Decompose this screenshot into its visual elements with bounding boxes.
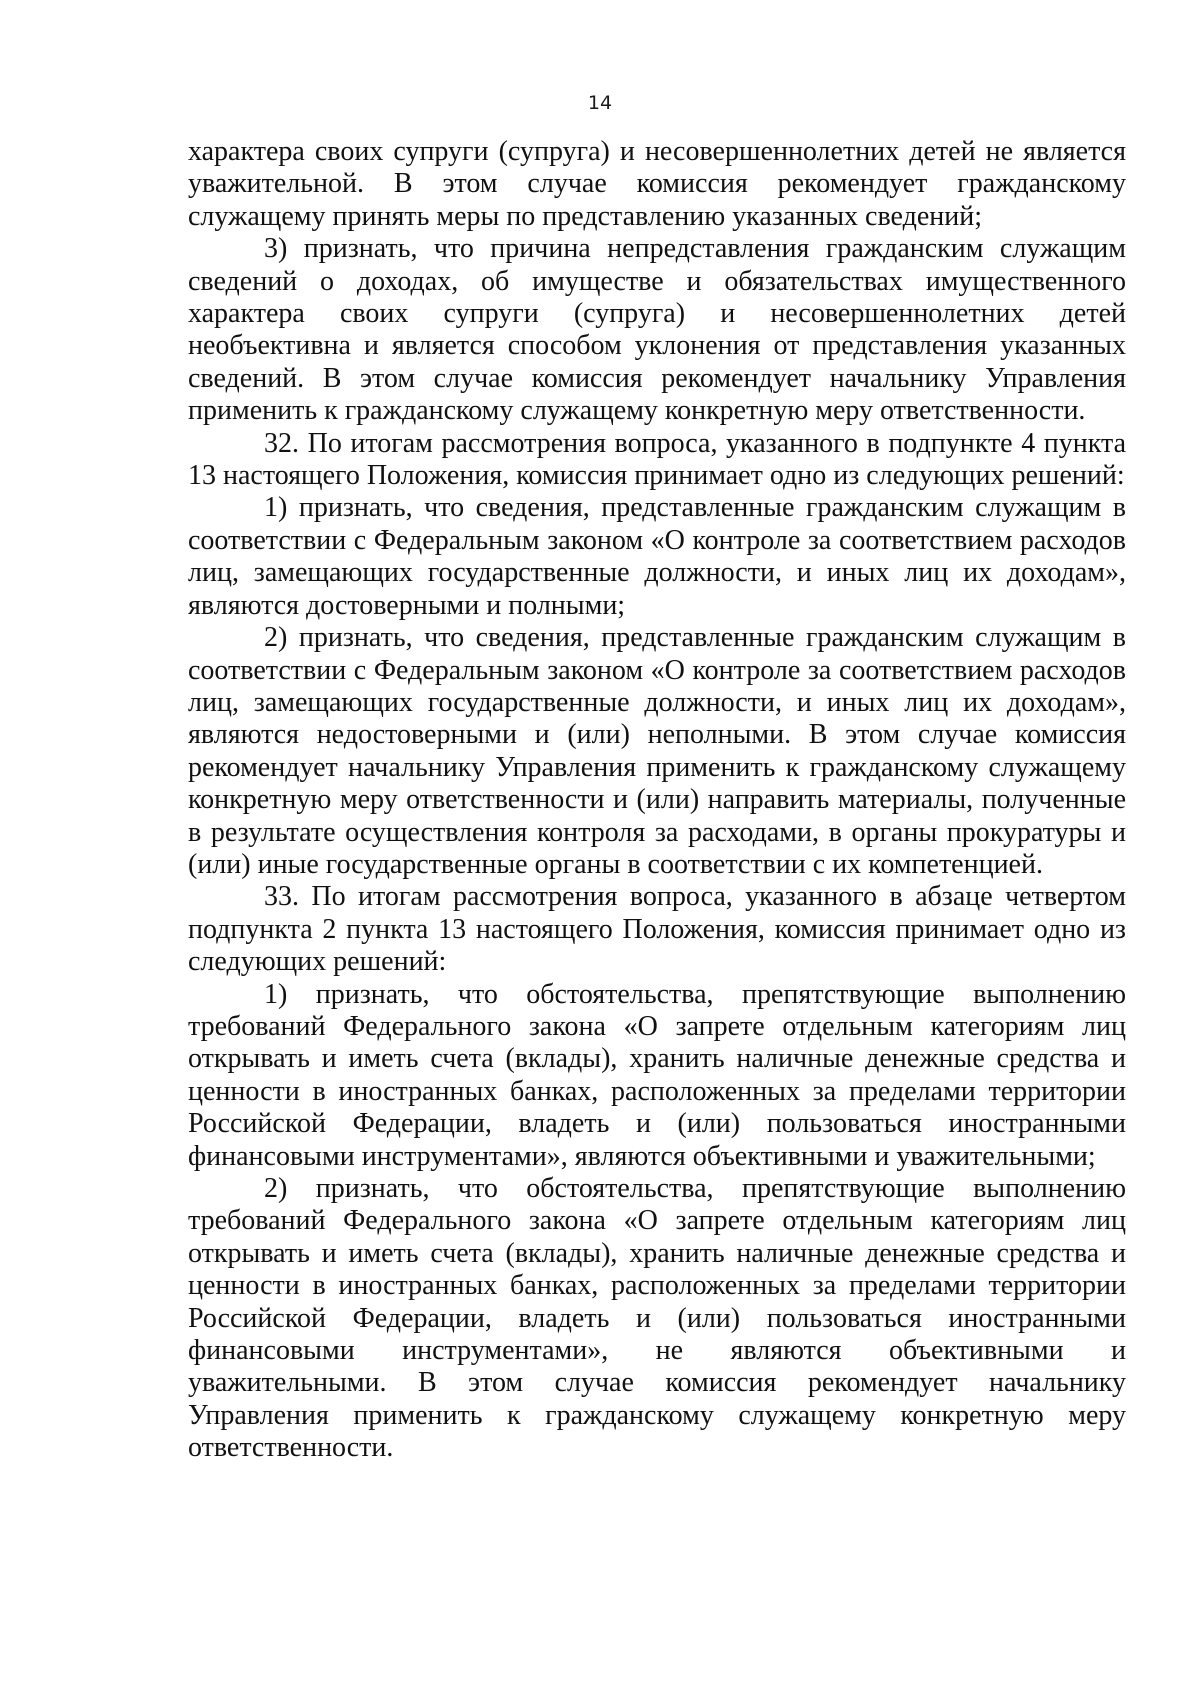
paragraph-33-item-2: 2) признать, что обстоятельства, препятствующие выполнению требований Федерального закона «О запрете отдельным категориям лиц открывать и иметь счета (вклады), хранить наличные денежные средства и ценности в иностранных банках, расположенных за пределами территории Российской Федерации, владеть и (или) пользоваться иностранными финансовыми инструментами», не являются объективными и уважительными. В этом случае комиссия рекомендует начальнику Управления применить к гражданскому служащему конкретную меру ответственности.: [188, 1173, 1126, 1464]
page-number: 14: [587, 92, 613, 114]
paragraph-33-item-1: 1) признать, что обстоятельства, препятствующие выполнению требований Федерального закона «О запрете отдельным категориям лиц открывать и иметь счета (вклады), хранить наличные денежные средства и ценности в иностранных банках, расположенных за пределами территории Российской Федерации, владеть и (или) пользоваться иностранными финансовыми инструментами», являются объективными и уважительными;: [188, 978, 1126, 1172]
paragraph-32-item-2: 2) признать, что сведения, представленные гражданским служащим в соответствии с Федеральным законом «О контроле за соответствием расходов лиц, замещающих государственные должности, и иных лиц их доходам», являются недостоверными и (или) неполными. В этом случае комиссия рекомендует начальнику Управления применить к гражданскому служащему конкретную меру ответственности и (или) направить материалы, полученные в результате осуществления контроля за расходами, в органы прокуратуры и (или) иные государственные органы в соответствии с их компетенцией.: [188, 622, 1126, 880]
paragraph-33: 33. По итогам рассмотрения вопроса, указанного в абзаце четвертом подпункта 2 пункта 13 настоящего Положения, комиссия принимает одно из следующих решений:: [188, 881, 1126, 978]
paragraph-32-item-1: 1) признать, что сведения, представленные гражданским служащим в соответствии с Федеральным законом «О контроле за соответствием расходов лиц, замещающих государственные должности, и иных лиц их доходам», являются достоверными и полными;: [188, 492, 1126, 621]
paragraph-continuation: характера своих супруги (супруга) и несовершеннолетних детей не является уважительной. В этом случае комиссия рекомендует гражданскому служащему принять меры по представлению указанных сведений;: [188, 136, 1126, 232]
paragraph-32: 32. По итогам рассмотрения вопроса, указанного в подпункте 4 пункта 13 настоящего Положения, комиссия принимает одно из следующих решений:: [188, 427, 1126, 492]
paragraph-31-item-3: 3) признать, что причина непредставления гражданским служащим сведений о доходах, об имуществе и обязательствах имущественного характера своих супруги (супруга) и несовершеннолетних детей необъективна и является способом уклонения от представления указанных сведений. В этом случае комиссия рекомендует начальнику Управления применить к гражданскому служащему конкретную меру ответственности.: [188, 233, 1126, 427]
document-body: [188, 136, 1126, 1465]
